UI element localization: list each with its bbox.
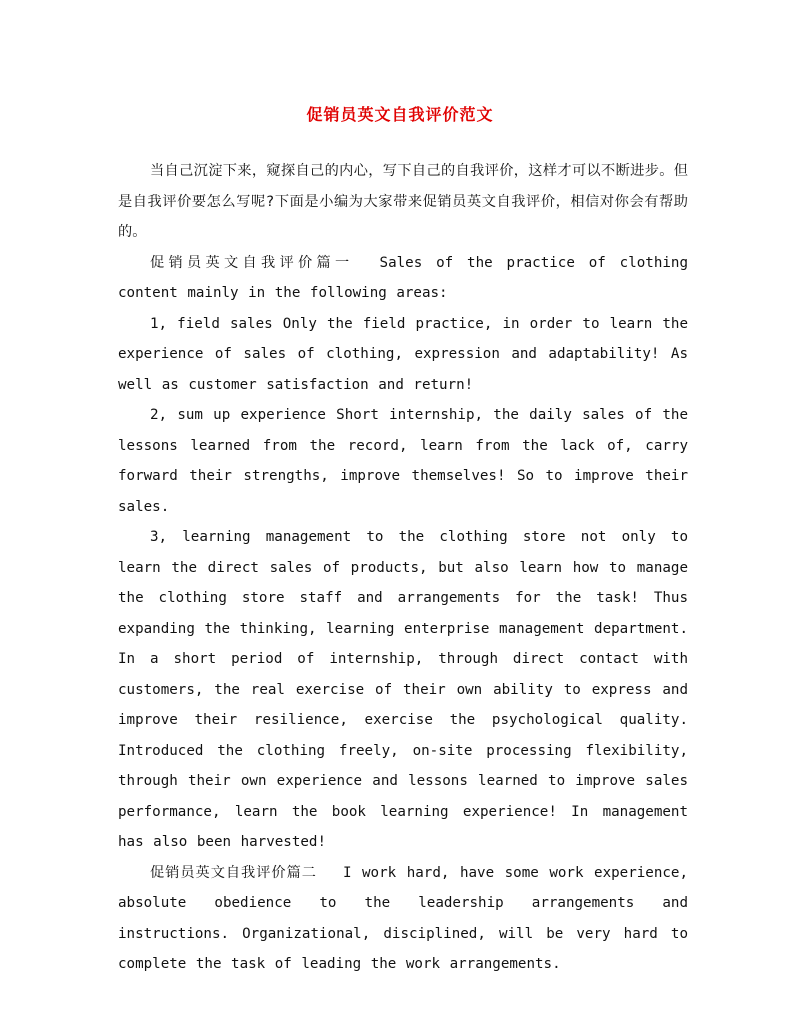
list-item-paragraph <box>118 522 688 858</box>
paragraph-text: 2, sum up experience Short internship, the daily sales of the lessons learned from the record, learn from the lack of, carry forward their strengths, improve themselves! So to improve their sales. <box>118 407 688 515</box>
paragraph-text: 3, learning management to the clothing store not only to learn the direct sales of products, but also learn how to manage the clothing store staff and arrangements for the task! Thus expanding the thinking, learning enterprise management department. In a short period of internship, through direct contact with customers, the real exercise of their own ability to express and improve their resilience, exercise the psychological quality. Introduced the clothing freely, on-site processing flexibility, through their own experience and lessons learned to improve sales performance, learn the book learning experience! In management has also been harvested! <box>118 529 688 850</box>
paragraph-text: 1, field sales Only the field practice, in order to learn the experience of sales of clothing, expression and adaptability! As well as customer satisfaction and return! <box>118 315 688 393</box>
section-heading: 促销员英文自我评价篇二 <box>150 864 317 881</box>
list-item-paragraph <box>118 400 688 522</box>
section-two-paragraph <box>118 858 688 980</box>
intro-paragraph <box>118 156 688 248</box>
paragraph-text: 当自己沉淀下来，窥探自己的内心，写下自己的自我评价，这样才可以不断进步。但是自我评价要怎么写呢?下面是小编为大家带来促销员英文自我评价，相信对你会有帮助的。 <box>118 163 688 240</box>
section-one-paragraph <box>118 248 688 309</box>
paragraph-text: I work hard, have some work experience, absolute obedience to the leadership arrangements and instructions. Organizational, disciplined, will be very hard to complete the task of leading the work arrangements. <box>118 864 688 972</box>
paragraph-text: Sales of the practice of clothing content mainly in the following areas: <box>118 254 688 301</box>
document-body <box>118 156 688 980</box>
list-item-paragraph <box>118 309 688 401</box>
section-heading: 促销员英文自我评价篇一 <box>150 254 354 271</box>
document-title: 促销员英文自我评价范文 <box>306 105 494 124</box>
